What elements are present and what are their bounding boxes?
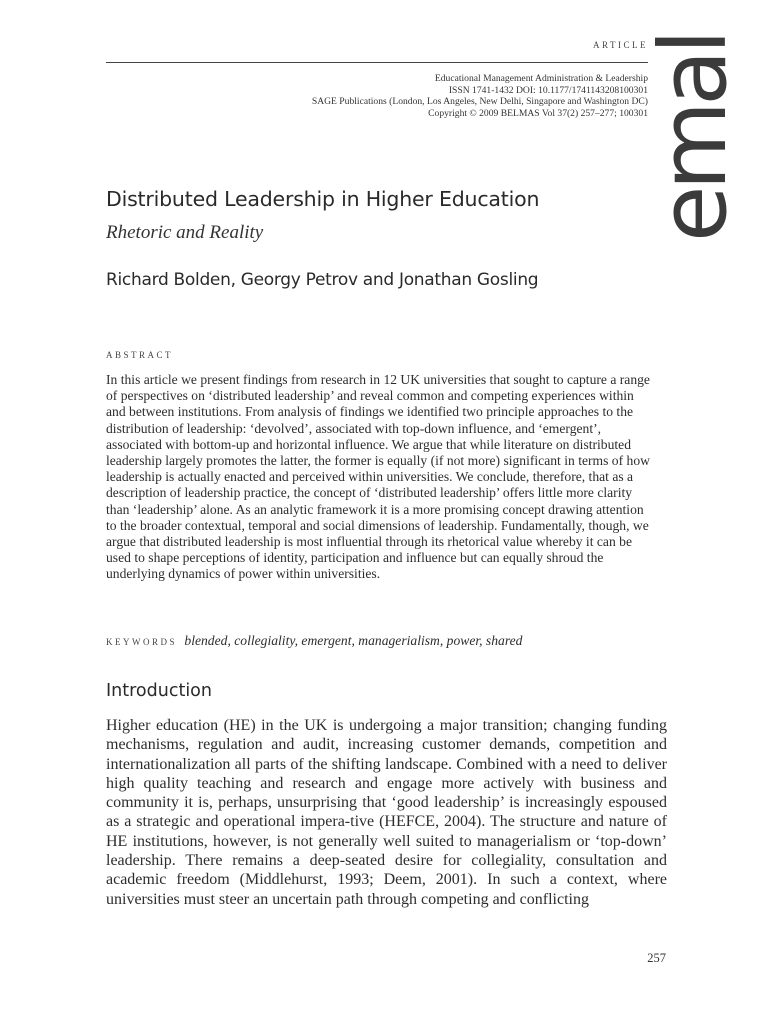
- abstract-text: In this article we present findings from research in 12 UK universities that sought to capture a range of perspectives on ‘distributed leadership’ and reveal common and competing experiences within and between institutions. From analysis of findings we identified two principle approaches to the distribution of leadership: ‘devolved’, associated with top-down influence, and ‘emergent’, associated with bottom-up and horizontal influence. We argue that while literature on distributed leadership largely promotes the latter, the former is equally (if not more) significant in terms of how leadership is actually enacted and perceived within universities. We conclude, therefore, that as a description of leadership practice, the concept of ‘distributed leadership’ offers little more clarity than ‘leadership’ alone. As an analytic framework it is a more promising concept drawing attention to the broader contextual, temporal and social dimensions of leadership. Fundamentally, though, we argue that distributed leadership is most influential through its rhetorical value whereby it can be used to shape perceptions of identity, participation and influence but can equally shroud the underlying dynamics of power within universities.: [106, 372, 650, 582]
- page-number: 257: [647, 951, 666, 965]
- journal-logo-text: emal: [640, 33, 747, 243]
- article-title: Distributed Leadership in Higher Education: [106, 187, 540, 211]
- article-type-label: ARTICLE: [593, 40, 648, 50]
- publisher-line: SAGE Publications (London, Los Angeles, New Delhi, Singapore and Washington DC): [311, 96, 648, 107]
- abstract-label: ABSTRACT: [106, 350, 174, 360]
- journal-logo: [640, 24, 747, 252]
- introduction-text: Higher education (HE) in the UK is undergoing a major transition; changing funding mechanisms, regulation and audit, increasing customer demands, competition and internationalization all parts of the shifting landscape. Combined with a need to deliver high quality teaching and research and engage more actively with business and community it is, perhaps, unsurprising that ‘good leadership’ is increasingly espoused as a strategic and operational impera-tive (HEFCE, 2004). The structure and nature of HE institutions, however, is not generally well suited to managerialism or ‘top-down’ leadership. There remains a deep-seated desire for collegiality, consultation and academic freedom (Middlehurst, 1993; Deem, 2001). In such a context, where universities must steer an uncertain path through competing and conflicting: [106, 717, 667, 908]
- copyright-line: Copyright © 2009 BELMAS Vol 37(2) 257–277; 100301: [428, 107, 648, 119]
- journal-metadata: [88, 73, 648, 119]
- issn-doi-line: ISSN 1741-1432 DOI: 10.1177/1741143208100301: [448, 84, 648, 96]
- article-subtitle: Rhetoric and Reality: [106, 222, 264, 243]
- keywords-list: blended, collegiality, emergent, managerialism, power, shared: [184, 633, 523, 648]
- journal-name-line: Educational Management Administration & Leadership: [434, 73, 648, 84]
- keywords-label: KEYWORDS: [106, 637, 177, 647]
- keywords-line: [106, 633, 651, 649]
- header-rule: [106, 62, 648, 63]
- introduction-heading: Introduction: [106, 681, 212, 701]
- article-authors: Richard Bolden, Georgy Petrov and Jonathan Gosling: [106, 270, 539, 290]
